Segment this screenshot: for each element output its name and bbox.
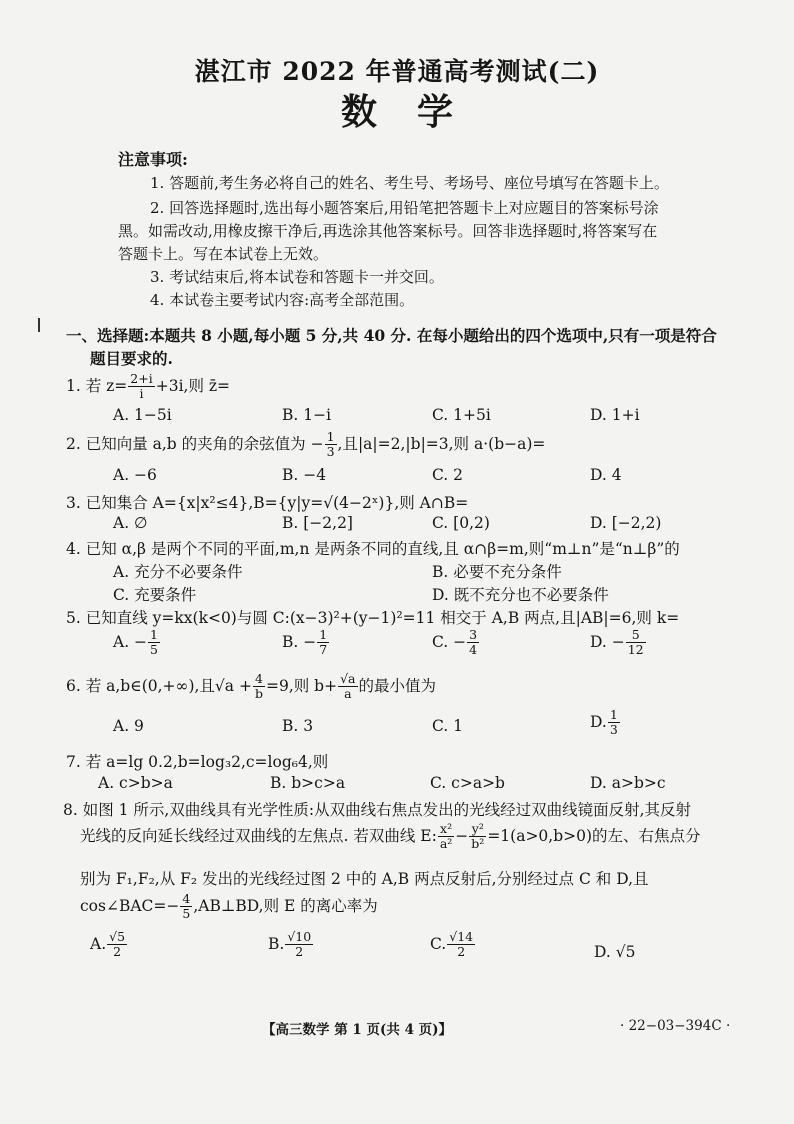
fraction-denominator: 2 [457,944,466,960]
question-8-line-4 [80,892,378,922]
fraction-numerator: 5 [626,628,646,643]
option-fraction [467,628,479,658]
question-7: 7. 若 a=lg 0.2,b=log₃2,c=log₆4,则 [66,753,329,771]
fraction-numerator: 1 [319,627,328,642]
note-line: 3. 考试结束后,将本试卷和答题卡一并交回。 [150,268,444,286]
fraction-denominator: 2 [295,944,304,960]
fraction-denominator: a [344,686,352,702]
q6-option-c: C. 1 [432,717,464,735]
page-footer: 【高三数学 第 1 页(共 4 页)】 [262,1022,453,1038]
question-8: 8. 如图 1 所示,双曲线具有光学性质:从双曲线右焦点发出的光线经过双曲线镜面反射,其反射 [63,801,692,819]
fraction-denominator: 5 [182,906,191,922]
fraction-numerator: x² [438,822,454,837]
q8-option-d: D. √5 [594,943,636,961]
q5-option-d [590,628,647,658]
question-2 [66,430,545,460]
section-heading-cont: 题目要求的. [90,349,173,368]
fraction-denominator: 7 [319,642,328,658]
q8-text: cos∠BAC=− [80,896,180,915]
option-fraction [608,708,620,738]
q6-fraction-1 [253,672,265,702]
q2-fraction [325,430,337,460]
question-3: 3. 已知集合 A={x|x²≤4},B={y|y=√(4−2ˣ)},则 A∩B= [66,494,469,512]
option-label: C. [430,934,447,953]
fraction-numerator: 1 [150,627,158,642]
q7-option-c: C. c>a>b [430,774,505,792]
fraction-denominator: 5 [150,642,158,658]
q6-text-mid: =9,则 b+ [265,676,338,695]
q6-text: 6. 若 a,b∈(0,+∞),且√a + [66,676,252,695]
fraction-denominator: 12 [627,642,644,658]
q1-option-b: B. 1−i [282,406,332,424]
q1-option-d: D. 1+i [590,406,640,424]
q1-fraction [128,372,154,402]
q8-fraction-x [438,822,454,852]
q3-option-c: C. [0,2) [432,514,490,532]
note-line: 2. 回答选择题时,选出每小题答案后,用铅笔把答题卡上对应题目的答案标号涂 [150,199,659,217]
option-label: D. − [590,632,625,651]
note-line: 4. 本试卷主要考试内容:高考全部范围。 [150,291,415,309]
fraction-denominator: b [254,686,263,702]
option-label: C. − [432,632,467,651]
note-line: 答题卡上。写在本试卷上无效。 [118,245,329,263]
question-1 [66,372,230,402]
q2-text: 2. 已知向量 a,b 的夹角的余弦值为 − [66,434,324,453]
fraction-numerator: √10 [287,929,312,944]
q1-option-c: C. 1+5i [432,406,491,424]
option-fraction [285,930,313,960]
q8-cos-fraction [180,892,192,922]
q8-text: 光线的反向延长线经过双曲线的左焦点. 若双曲线 E: [80,826,437,845]
question-5: 5. 已知直线 y=kx(k<0)与圆 C:(x−3)²+(y−1)²=11 相交于 A,B 两点,且|AB|=6,则 k= [66,609,680,627]
q8-fraction-y [469,822,486,852]
exam-title: 湛江市 2022 年普通高考测试(二) [194,57,600,86]
subject-title: 数学 [340,91,493,133]
fraction-numerator: y² [469,822,486,837]
margin-mark [38,318,40,332]
q4-option-b: B. 必要不充分条件 [432,563,562,581]
q3-option-a: A. ∅ [113,514,148,532]
q4-option-d: D. 既不充分也不必要条件 [432,586,609,604]
note-line: 黑。如需改动,用橡皮擦干净后,再选涂其他答案标号。回答非选择题时,将答案写在 [118,222,658,240]
question-4: 4. 已知 α,β 是两个不同的平面,m,n 是两条不同的直线,且 α∩β=m,则“m⊥n”是“n⊥β”的 [66,540,680,558]
fraction-numerator: √14 [449,929,474,944]
q1-option-a: A. 1−5i [113,406,172,424]
q4-option-c: C. 充要条件 [113,586,197,604]
q7-option-a: A. c>b>a [98,774,173,792]
q8-text-end: ,AB⊥BD,则 E 的离心率为 [193,896,378,915]
fraction-numerator: 4 [253,672,265,687]
q2-option-a: A. −6 [113,466,157,484]
q7-option-d: D. a>b>c [590,774,666,792]
question-6 [66,672,436,702]
q3-option-b: B. [−2,2] [282,514,353,532]
q2-option-c: C. 2 [432,466,464,484]
option-label: D. [590,712,607,731]
q6-option-b: B. 3 [282,717,314,735]
q8-option-b [268,930,314,960]
q6-text-end: 的最小值为 [358,676,437,695]
q2-option-d: D. 4 [590,466,622,484]
option-label: A. [90,934,107,953]
option-label: A. − [113,632,148,651]
fraction-numerator: 3 [469,627,478,642]
fraction-numerator: 4 [182,891,191,906]
fraction-denominator: i [139,386,144,402]
q3-option-d: D. [−2,2) [590,514,662,532]
question-8-line-3: 别为 F₁,F₂,从 F₂ 发出的光线经过图 2 中的 A,B 两点反射后,分别经过点 C 和 D,且 [80,870,649,888]
q8-option-a [90,930,128,960]
option-fraction [317,628,329,658]
option-label: B. [268,934,285,953]
fraction-denominator: 2 [113,944,122,960]
q6-fraction-2 [338,672,357,702]
q7-option-b: B. b>c>a [270,774,346,792]
q8-text-end: =1(a>0,b>0)的左、右焦点分 [487,826,701,845]
q5-option-a [113,628,161,658]
q5-option-c [432,628,480,658]
q1-text: 1. 若 z= [66,376,128,395]
q2-option-b: B. −4 [282,466,327,484]
option-fraction [626,628,646,658]
fraction-denominator: 3 [609,722,618,738]
q8-option-c [430,930,476,960]
fraction-denominator: a² [439,836,453,852]
q1-text-end: +3i,则 z̄= [155,376,231,395]
notes-heading: 注意事项: [118,150,188,169]
q4-option-a: A. 充分不必要条件 [113,563,243,581]
option-fraction [447,930,475,960]
q5-option-b [282,628,330,658]
fraction-denominator: 3 [326,444,335,460]
fraction-denominator: 4 [469,642,478,658]
fraction-numerator: √5 [109,929,126,944]
option-fraction [107,930,127,960]
paper-code: · 22−03−394C · [620,1018,731,1034]
q2-text-end: ,且|a|=2,|b|=3,则 a·(b−a)= [337,434,546,453]
fraction-numerator: 1 [609,707,618,722]
q6-option-d [590,708,621,738]
q8-minus: − [455,826,469,845]
fraction-denominator: b² [471,836,485,852]
section-heading: 一、选择题:本题共 8 小题,每小题 5 分,共 40 分. 在每小题给出的四个选项中,只有一项是符合 [66,326,717,345]
option-label: B. − [282,632,317,651]
question-8-line-2 [80,822,701,852]
q6-option-a: A. 9 [113,717,144,735]
fraction-numerator: 1 [326,429,335,444]
note-line: 1. 答题前,考生务必将自己的姓名、考生号、考场号、座位号填写在答题卡上。 [150,174,669,192]
fraction-numerator: 2+i [130,371,153,386]
option-fraction [148,628,160,658]
fraction-numerator: √a [340,671,356,686]
